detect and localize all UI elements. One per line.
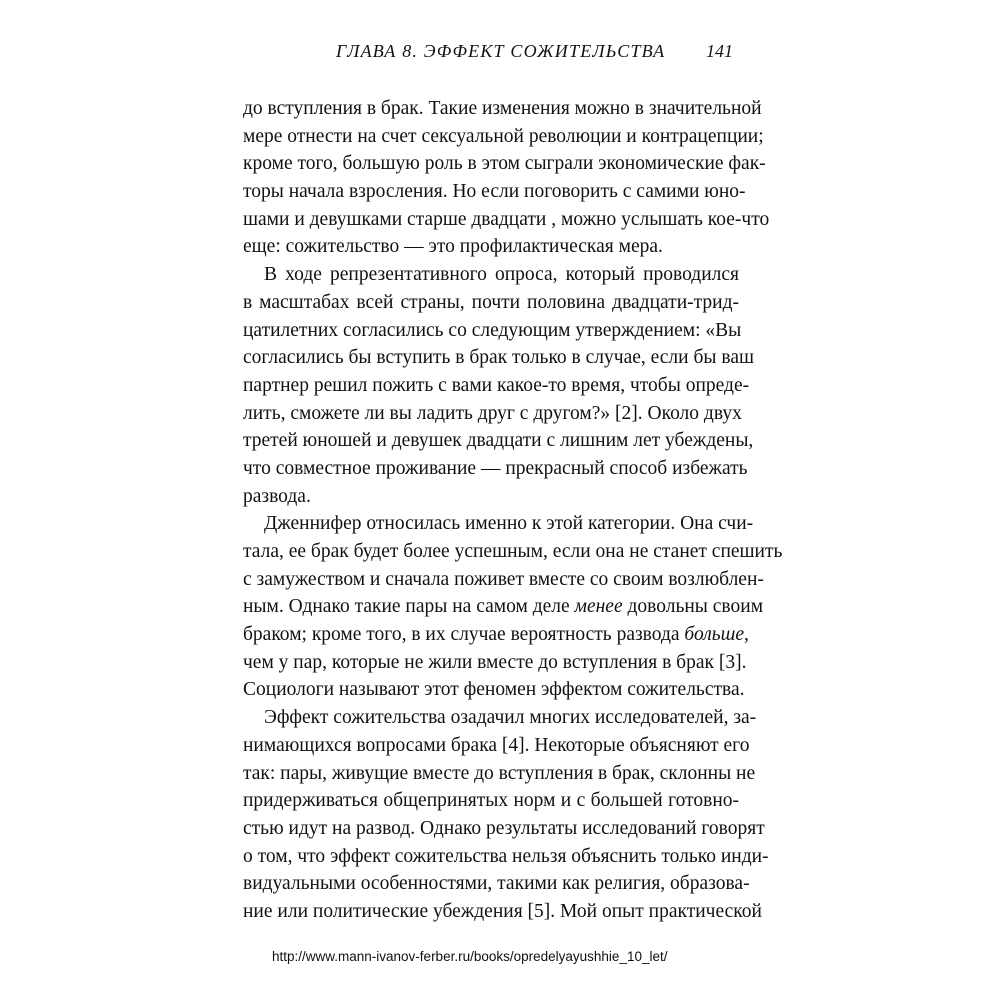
text-line (243, 843, 769, 871)
text-run: о том, что эффект сожительства нельзя объяснить только инди- (243, 845, 769, 867)
text-run: Дженнифер относилась именно к этой категории. Она счи- (264, 513, 754, 535)
text-line (243, 483, 739, 511)
text-run: что совместное проживание — прекрасный способ избежать (243, 457, 748, 479)
text-run: стью идут на развод. Однако результаты исследований говорят (243, 817, 765, 839)
text-line (243, 760, 756, 788)
text-line (243, 344, 754, 372)
text-line (243, 123, 764, 151)
text-line (243, 593, 764, 621)
paragraph-4 (243, 704, 769, 926)
text-line (243, 233, 739, 261)
text-run: браком; кроме того, в их случае вероятность развода (243, 624, 685, 646)
text-run: цатилетних согласились со следующим утверждением: «Вы (243, 319, 742, 341)
running-head-chapter-title: ГЛАВА 8. ЭФФЕКТ СОЖИТЕЛЬСТВА (336, 41, 666, 61)
paragraph-2 (243, 261, 754, 510)
text-run: ным. Однако такие пары на самом деле (243, 596, 575, 618)
text-line (243, 289, 739, 317)
text-line (243, 649, 747, 677)
text-run: довольны своим (622, 596, 764, 618)
text-run: кроме того, большую роль в этом сыграли экономические фак- (243, 153, 766, 175)
text-run: так: пары, живущие вместе до вступления в брак, склонны не (243, 762, 756, 784)
text-line (243, 178, 746, 206)
text-line (243, 676, 745, 704)
text-run: чем у пар, которые не жили вместе до вступления в брак [3]. (243, 651, 747, 673)
body-text (243, 95, 783, 926)
text-run: Социологи называют этот феномен эффектом сожительства. (243, 679, 745, 701)
text-run: придерживаться общепринятых норм и с большей готовно- (243, 790, 739, 812)
text-run: согласились бы вступить в брак только в случае, если бы ваш (243, 347, 754, 369)
text-run: шами и девушками старше двадцати , можно услышать кое-что (243, 208, 770, 230)
text-line (243, 317, 742, 345)
text-line (243, 621, 749, 649)
text-line (243, 704, 757, 732)
text-run: третей юношей и девушек двадцати с лишним лет убеждены, (243, 430, 754, 452)
text-run: с замужеством и сначала поживет вместе со своим возлюблен- (243, 568, 764, 590)
text-line (243, 400, 742, 428)
text-run: видуальными особенностями, такими как религия, образова- (243, 873, 750, 895)
text-run: в масштабах всей страны, почти половина двадцати-трид- (243, 291, 739, 313)
text-run: мере отнести на счет сексуальной революции и контрацепции; (243, 125, 764, 147)
text-line (243, 732, 750, 760)
text-run: ние или политические убеждения [5]. Мой опыт практической (243, 900, 762, 922)
text-line (243, 566, 764, 594)
text-line (243, 427, 754, 455)
text-run: Эффект сожительства озадачил многих исследователей, за- (264, 707, 757, 729)
text-line (243, 206, 770, 234)
source-url-footer: http://www.mann-ivanov-ferber.ru/books/opredelyayushhie_10_let/ (272, 949, 668, 964)
text-line (243, 95, 762, 123)
text-line (243, 787, 739, 815)
text-run: до вступления в брак. Такие изменения можно в значительной (243, 98, 762, 119)
text-line (243, 455, 748, 483)
emphasis-text: больше (684, 624, 744, 646)
text-line (243, 372, 750, 400)
text-run: тала, ее брак будет более успешным, если она не станет спешить (243, 541, 783, 562)
emphasis-text: менее (574, 596, 623, 618)
text-line (243, 815, 765, 843)
text-line (243, 510, 754, 538)
text-line (243, 538, 783, 566)
text-line (243, 150, 766, 178)
text-line (243, 870, 750, 898)
text-line (243, 898, 762, 926)
text-run: лить, сможете ли вы ладить друг с другом?» [2]. Около двух (243, 402, 742, 424)
text-run: В ходе репрезентативного опроса, который проводился (264, 264, 739, 286)
text-run: еще: сожительство — это профилактическая мера. (243, 236, 663, 258)
text-line (243, 261, 739, 289)
text-run: торы начала взросления. Но если поговорить с самими юно- (243, 181, 746, 203)
paragraph-1 (243, 95, 770, 261)
text-run: развода. (243, 485, 311, 507)
page-number: 141 (706, 41, 733, 61)
text-run: , (743, 624, 749, 646)
text-run: партнер решил пожить с вами какое-то время, чтобы опреде- (243, 374, 750, 396)
text-run: нимающихся вопросами брака [4]. Некоторые объясняют его (243, 734, 750, 756)
paragraph-3 (243, 510, 783, 704)
